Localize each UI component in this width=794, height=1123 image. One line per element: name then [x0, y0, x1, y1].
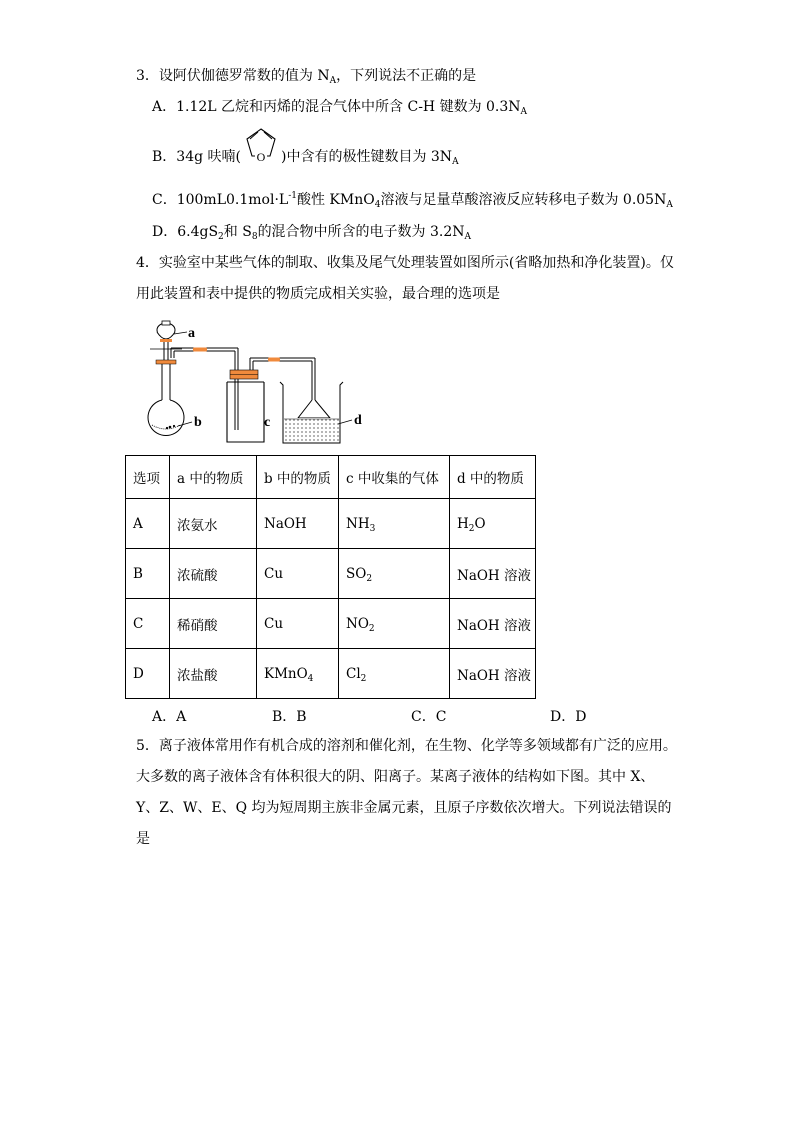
q3-option-c: C．$100mL0.1mol\cdot L^{-1}$酸性 KMnO$_4$溶液与足量草酸溶液反应转移电子数为 $0.05N_A$	[152, 191, 673, 210]
answer-choice-c: C．C	[411, 709, 447, 725]
header-cell: a 中的物质	[170, 456, 257, 499]
label-c: c	[264, 415, 271, 430]
table-row	[126, 549, 536, 599]
round-bottom-flask	[148, 364, 184, 436]
delivery-tube-2	[250, 358, 330, 419]
q3-option-a: A．1.12L 乙烷和丙烯的混合气体中所含 C-H 键数为 $0.3N_A$	[152, 99, 528, 117]
table-cell: C	[126, 599, 170, 649]
label-a: a	[188, 326, 195, 341]
table-cell: NaOH 溶液	[450, 649, 536, 699]
table-cell: 浓硫酸	[170, 549, 257, 599]
label-d: d	[354, 413, 362, 428]
furan-oxygen-label: O	[256, 150, 266, 164]
q4-stem-line2: 用此装置和表中提供的物质完成相关实验，最合理的选项是	[136, 286, 500, 302]
header-cell: 选项	[126, 456, 170, 499]
table-cell: A	[126, 499, 170, 549]
separatory-funnel	[150, 321, 182, 360]
table-cell: $NH_3$	[339, 499, 450, 549]
table-cell: $Cl_2$	[339, 649, 450, 699]
q4-stem-line1: 4．实验室中某些气体的制取、收集及尾气处理装置如图所示(省略加热和净化装置)。仅	[136, 255, 674, 271]
table-header-row	[126, 456, 536, 499]
q5-stem-line1: 5．离子液体常用作有机合成的溶剂和催化剂，在生物、化学等多领域都有广泛的应用。	[136, 738, 677, 754]
q3-stem: 3．设阿伏伽德罗常数的值为 $N_A$，下列说法不正确的是	[136, 68, 477, 86]
table-cell: D	[126, 649, 170, 699]
gas-collecting-bottle	[227, 370, 264, 442]
q5-stem-line4: 是	[136, 831, 150, 847]
header-cell: c 中收集的气体	[339, 456, 450, 499]
header-cell: b 中的物质	[257, 456, 339, 499]
table-cell: Cu	[257, 549, 339, 599]
table-cell: 稀硝酸	[170, 599, 257, 649]
apparatus-diagram	[140, 318, 370, 448]
table-cell: 浓盐酸	[170, 649, 257, 699]
table-cell: $SO_2$	[339, 549, 450, 599]
furan-structure	[241, 145, 281, 165]
table-cell: NaOH 溶液	[450, 549, 536, 599]
answer-choice-b: B．B	[272, 709, 307, 725]
options-table	[125, 455, 536, 699]
q3-option-d: D．$6.4gS_2$和 $S_8$的混合物中所含的电子数为 $3.2N_A$	[152, 224, 472, 242]
q5-stem-line2: 大多数的离子液体含有体积很大的阴、阳离子。某离子液体的结构如下图。其中 X、	[136, 769, 655, 785]
table-cell: $H_2O$	[450, 499, 536, 549]
header-cell: d 中的物质	[450, 456, 536, 499]
table-cell: NaOH 溶液	[450, 599, 536, 649]
table-cell: 浓氨水	[170, 499, 257, 549]
table-row	[126, 649, 536, 699]
q5-stem-line3: Y、Z、W、E、Q 均为短周期主族非金属元素，且原子序数依次增大。下列说法错误的	[136, 800, 672, 816]
label-b: b	[194, 415, 202, 430]
answer-choice-a: A．A	[152, 709, 187, 725]
table-row	[126, 599, 536, 649]
furan-ring-icon	[241, 125, 281, 169]
table-cell: B	[126, 549, 170, 599]
table-row	[126, 499, 536, 549]
table-cell: KMnO$_4$	[257, 649, 339, 699]
q3-option-b: B．34g 呋喃( O )中含有的极性键数目为 $3N_A$	[152, 145, 459, 167]
table-cell: Cu	[257, 599, 339, 649]
table-cell: $NO_2$	[339, 599, 450, 649]
answer-choice-d: D．D	[550, 709, 587, 725]
table-cell: NaOH	[257, 499, 339, 549]
